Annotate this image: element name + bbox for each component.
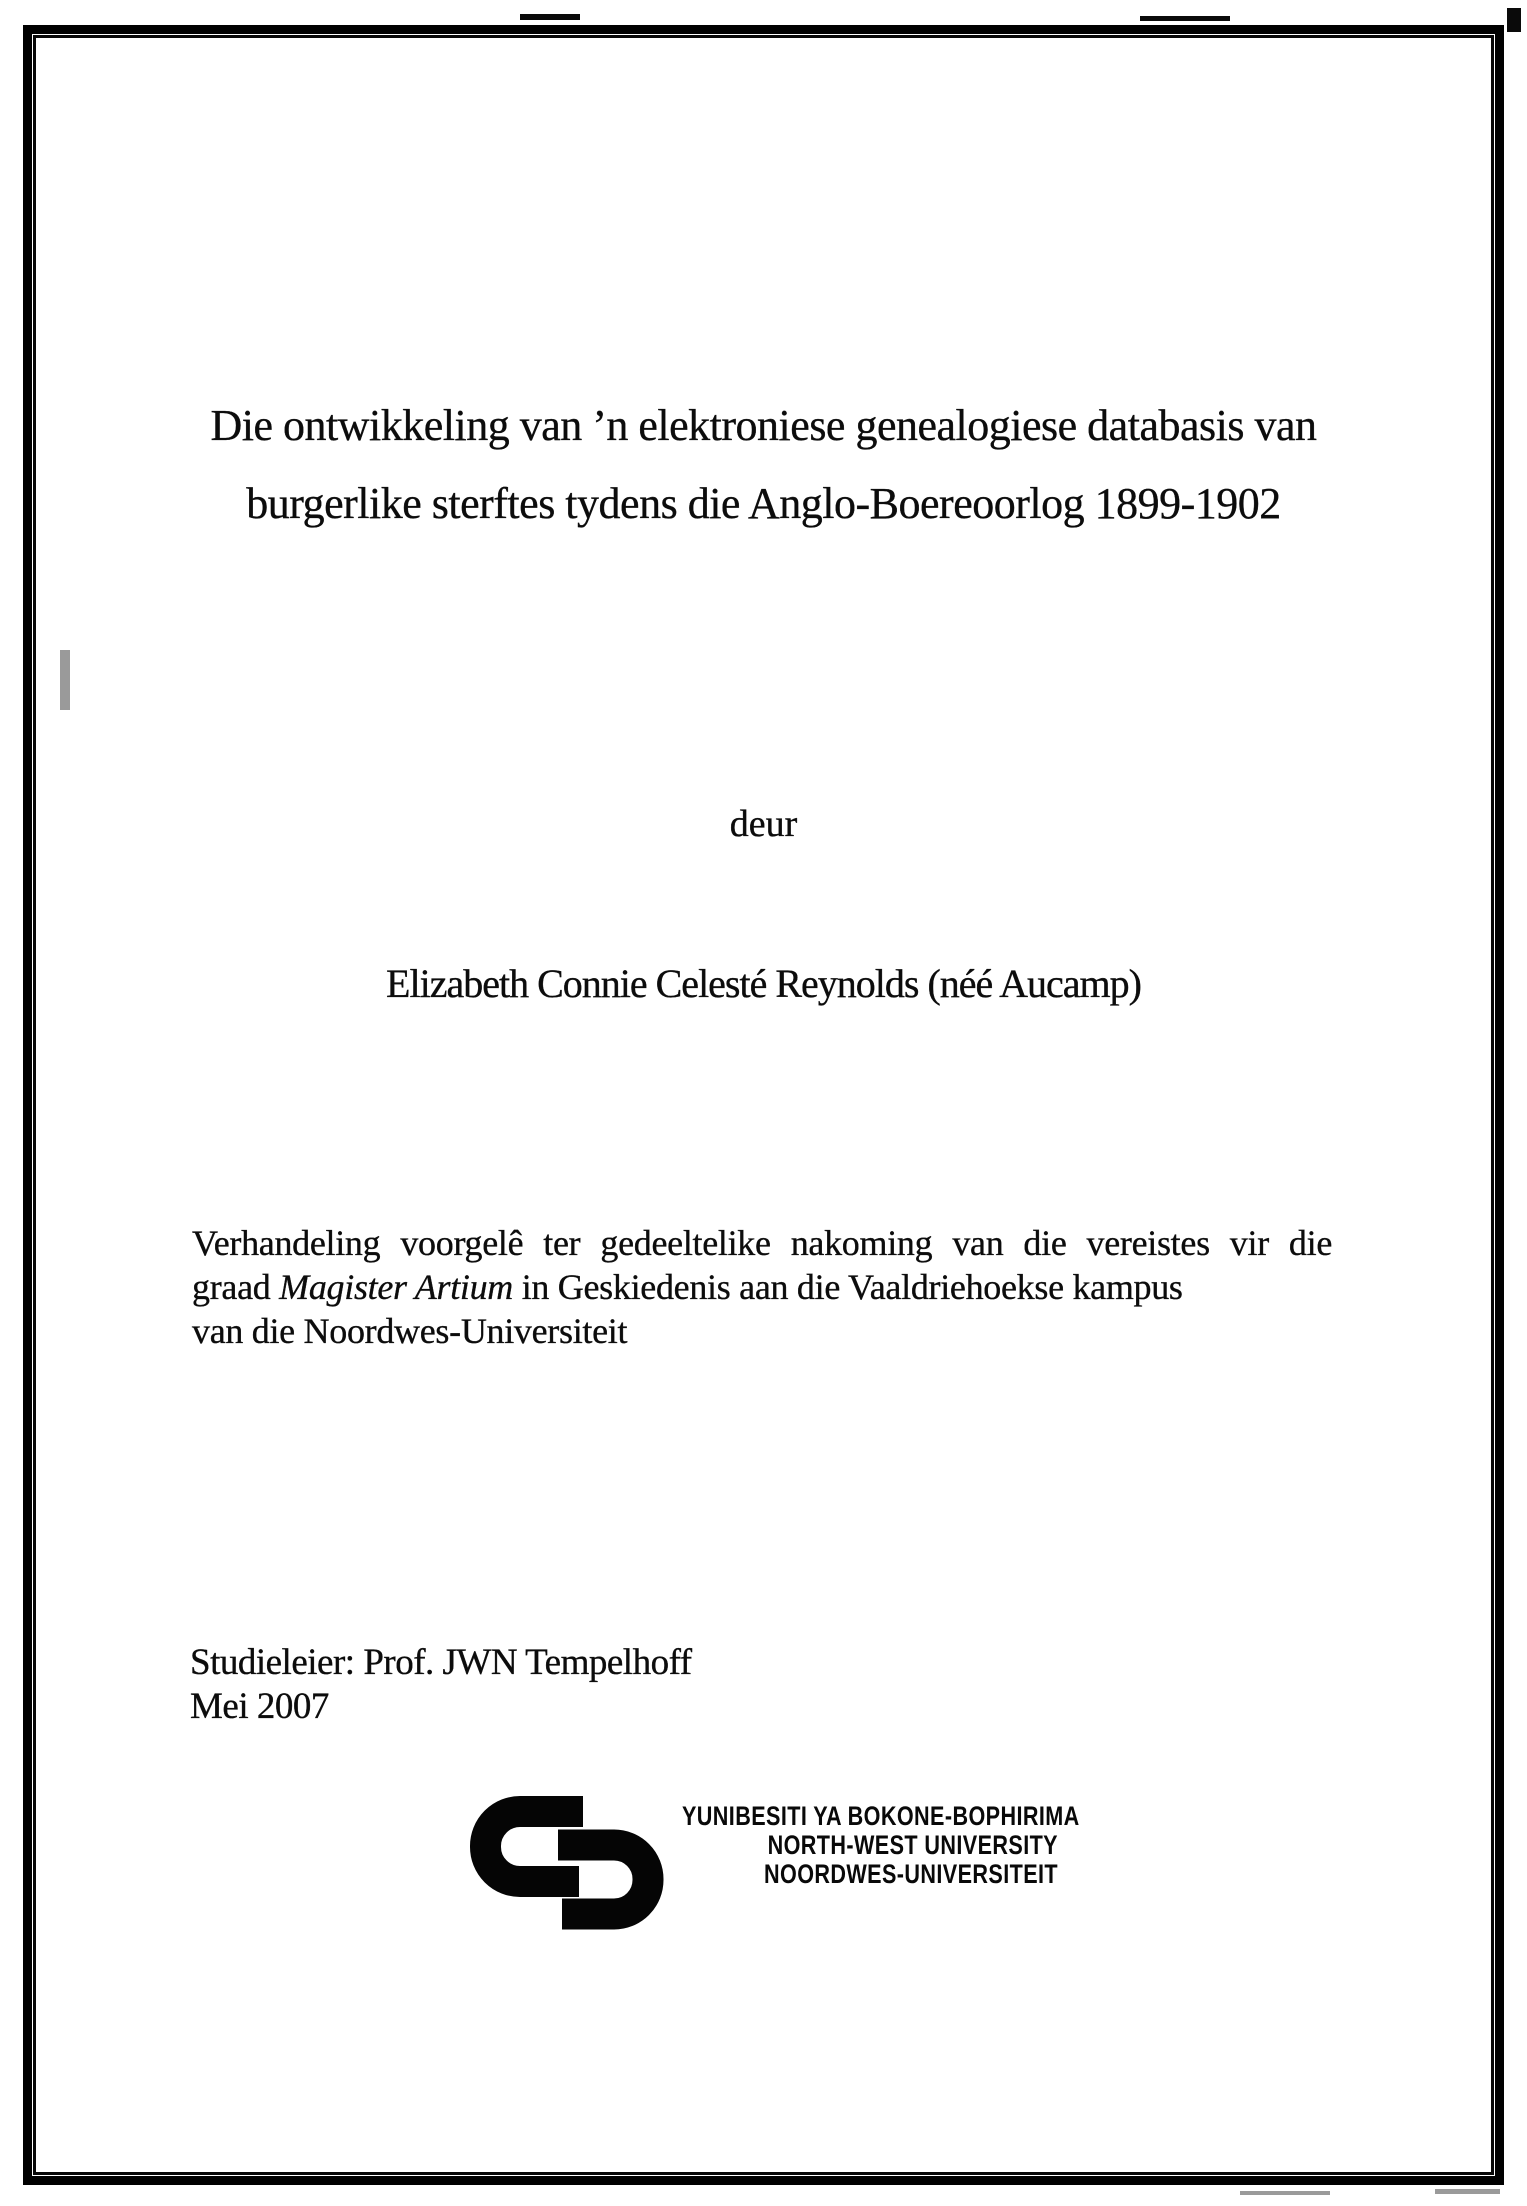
thesis-title-line1: Die ontwikkeling van ’n elektroniese genealogiese databasis van xyxy=(210,401,1317,450)
scan-artifact xyxy=(1507,8,1521,32)
thesis-title xyxy=(0,387,1527,543)
date-line: Mei 2007 xyxy=(190,1686,329,1727)
degree-statement-line2 xyxy=(192,1265,1332,1309)
scan-artifact xyxy=(1140,16,1230,21)
degree-statement xyxy=(192,1221,1332,1353)
author-name: Elizabeth Connie Celesté Reynolds (néé Aucamp) xyxy=(386,961,1141,1006)
byline-deur: deur xyxy=(729,803,798,845)
university-logo-chain-links-icon xyxy=(470,1796,665,1930)
logo-text-setswana: YUNIBESITI YA BOKONE-BOPHIRIMA xyxy=(682,1801,1080,1831)
thesis-title-line2: burgerlike sterftes tydens die Anglo-Boereoorlog 1899-1902 xyxy=(246,479,1281,528)
supervisor-line: Studieleier: Prof. JWN Tempelhoff xyxy=(190,1642,692,1683)
logo-text-english: NORTH-WEST UNIVERSITY xyxy=(767,1830,1058,1860)
scan-artifact xyxy=(60,650,70,710)
scan-artifact xyxy=(1240,2191,1330,2195)
degree-statement-line3: van die Noordwes-Universiteit xyxy=(192,1311,628,1351)
degree-statement-line1: Verhandeling voorgelê ter gedeeltelike nakoming van die vereistes vir die xyxy=(192,1223,1332,1263)
degree-statement-line2-prefix: graad xyxy=(192,1267,280,1307)
credits-block xyxy=(190,1641,692,1729)
scan-artifact xyxy=(1435,2189,1500,2194)
university-logo-text xyxy=(682,1801,1080,1889)
scan-artifact xyxy=(520,14,580,20)
degree-name-italic: Magister Artium xyxy=(279,1267,513,1307)
logo-text-afrikaans: NOORDWES-UNIVERSITEIT xyxy=(763,1859,1058,1889)
degree-statement-line2-suffix: in Geskiedenis aan die Vaaldriehoekse kampus xyxy=(513,1267,1183,1307)
